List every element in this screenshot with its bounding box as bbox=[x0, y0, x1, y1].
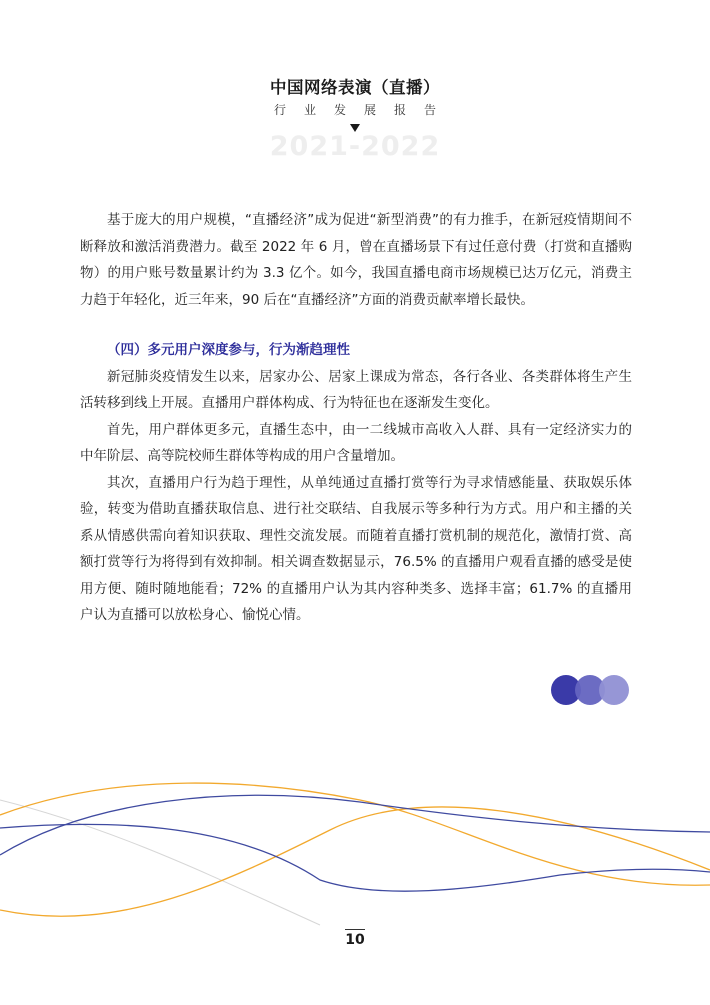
wave-line-orange bbox=[0, 807, 710, 916]
wave-line-gray bbox=[0, 800, 320, 925]
section-heading: （四）多元用户深度参与，行为渐趋理性 bbox=[107, 342, 350, 358]
page-number bbox=[0, 929, 710, 948]
page-number-label: 10 bbox=[345, 929, 364, 948]
wave-decoration bbox=[0, 760, 710, 930]
paragraph: 首先，用户群体更多元，直播生态中，由一二线城市高收入人群、具有一定经济实力的中年阶层、高等院校师生群体等构成的用户含量增加。 bbox=[80, 421, 632, 464]
report-subtitle: 行业发展报告 bbox=[273, 103, 454, 117]
paragraph: 其次，直播用户行为趋于理性，从单纯通过直播打赏等行为寻求情感能量、获取娱乐体验，转变为借助直播获取信息、进行社交联结、自我展示等多种行为方式。用户和主播的关系从情感供需向着知识获取、理性交流发展。而随着直播打赏机制的规范化，激情打赏、高额打赏等行为将得到有效抑制。相关调查数据显示，76.5% 的直播用户观看直播的感受是使用方便、随时随地能看；72% 的直播用户认为其内容种类多、选择丰富；61.7% 的直播用户认为直播可以放松身心、愉悦心情。 bbox=[80, 474, 632, 623]
report-years: 2021-2022 bbox=[269, 131, 441, 162]
paragraph: 新冠肺炎疫情发生以来，居家办公、居家上课成为常态，各行各业、各类群体将生产生活转移到线上开展。直播用户群体构成、行为特征也在逐渐发生变化。 bbox=[80, 368, 632, 411]
decorative-dots bbox=[551, 675, 631, 707]
wave-line-orange bbox=[0, 783, 710, 885]
report-title: 中国网络表演（直播） bbox=[270, 78, 440, 97]
paragraph: 基于庞大的用户规模，“直播经济”成为促进“新型消费”的有力推手，在新冠疫情期间不断释放和激活消费潜力。截至 2022 年 6 月，曾在直播场景下有过任意付费（打赏和直播购物）的用户账号数量累计约为 3.3 亿个。如今，我国直播电商市场规模已达万亿元，消费主力趋于年轻化，近三年来，90 后在“直播经济”方面的消费贡献率增长最快。 bbox=[80, 212, 632, 308]
page-content bbox=[80, 207, 632, 629]
dot-decoration bbox=[599, 675, 629, 705]
wave-line-blue bbox=[0, 824, 710, 891]
report-header bbox=[0, 78, 710, 162]
